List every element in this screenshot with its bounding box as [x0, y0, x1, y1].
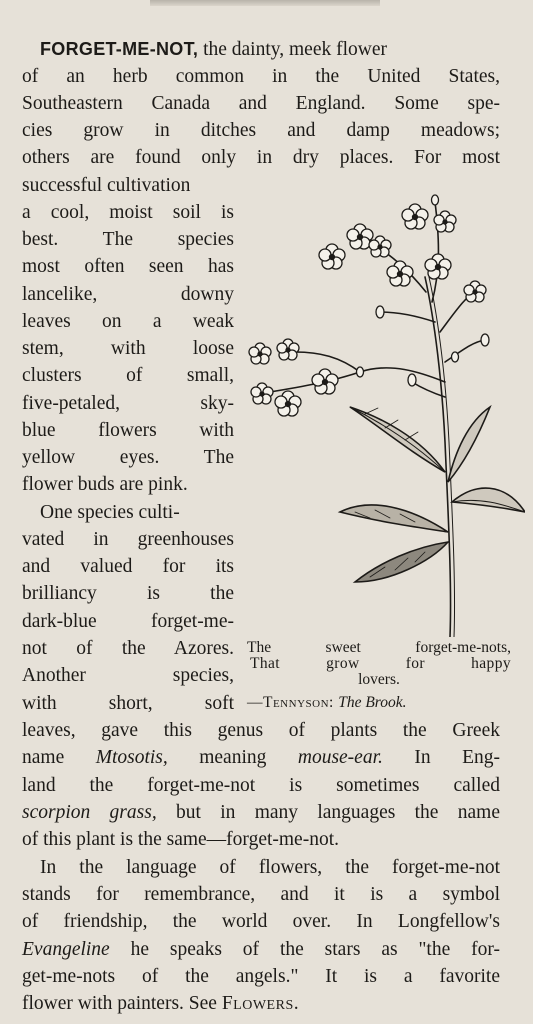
text-line: flower buds are pink.: [22, 474, 188, 495]
text-line: lancelike, downy: [22, 284, 234, 305]
text-line: scorpion grass, but in many languages the name: [22, 802, 500, 823]
text-line: yellow eyes. The: [22, 447, 234, 468]
text-line: of this plant is the same—forget-me-not.: [22, 829, 339, 850]
text-line: clusters of small,: [22, 365, 234, 386]
entry-term: FORGET-ME-NOT,: [40, 39, 199, 59]
text-line: Evangeline he speaks of the stars as "the for-: [22, 939, 500, 960]
text-line: land the forget-me-not is sometimes called: [22, 775, 500, 796]
text-line: Another species,: [22, 665, 234, 686]
text-line: flower with painters. See Flowers.: [22, 993, 300, 1014]
text-line: blue flowers with: [22, 420, 234, 441]
text-line: stem, with loose: [22, 338, 234, 359]
text-line: get-me-nots of the angels." It is a favorite: [22, 966, 500, 987]
top-edge-mark: [150, 0, 380, 6]
text-line: successful cultivation: [22, 175, 191, 196]
text-line: name Mtosotis, meaning mouse-ear. In Eng-: [22, 747, 500, 768]
text-line: brilliancy is the: [22, 583, 234, 604]
text-line: Southeastern Canada and England. Some spe-: [22, 93, 500, 114]
text-line: of friendship, the world over. In Longfellow's: [22, 911, 500, 932]
text-line: best. The species: [22, 229, 234, 250]
text-line: stands for remembrance, and it is a symbol: [22, 884, 500, 905]
text-line: with short, soft: [22, 693, 234, 714]
text-line: of an herb common in the United States,: [22, 66, 500, 87]
poem-caption: [247, 640, 511, 711]
text-line: and valued for its: [22, 556, 234, 577]
text-line: leaves on a weak: [22, 311, 234, 332]
text-line: vated in greenhouses: [22, 529, 234, 550]
caption-line: The sweet forget-me-nots,: [247, 639, 511, 656]
see-also-link: Flowers.: [221, 993, 300, 1014]
caption-attribution: —Tennyson: The Brook.: [247, 694, 407, 711]
caption-line: lovers.: [358, 671, 400, 688]
text-line: most often seen has: [22, 256, 234, 277]
text-line: others are found only in dry places. For most: [22, 147, 500, 168]
caption-line: That grow for happy: [250, 655, 511, 672]
text-line: One species culti-: [40, 502, 180, 523]
text-line: cies grow in ditches and damp meadows;: [22, 120, 500, 141]
text-line: a cool, moist soil is: [22, 202, 234, 223]
text-line: dark-blue forget-me-: [22, 611, 234, 632]
forget-me-not-flower-drawing-icon: [240, 182, 525, 637]
text-line: not of the Azores.: [22, 638, 234, 659]
text-line: In the language of flowers, the forget-me-not: [40, 857, 500, 878]
text-line: FORGET-ME-NOT, the dainty, meek flower: [40, 39, 387, 60]
text-line: five-petaled, sky-: [22, 393, 234, 414]
text-line: leaves, gave this genus of plants the Greek: [22, 720, 500, 741]
